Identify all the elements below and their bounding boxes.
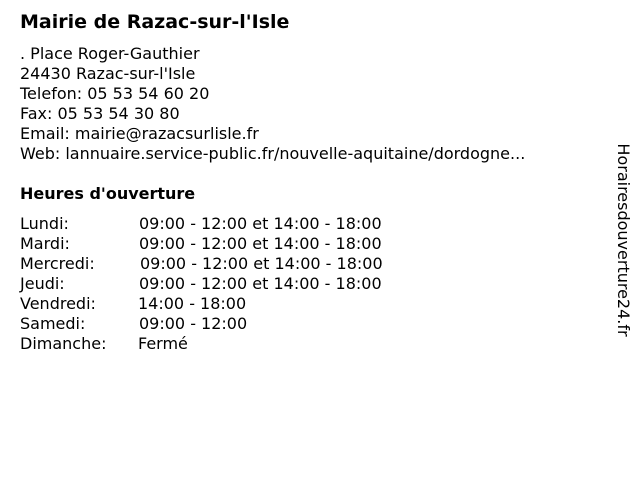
web-line: Web: lannuaire.service-public.fr/nouvelle-aquitaine/dordogne... [20, 144, 526, 163]
day-label: Mardi: [20, 234, 70, 253]
day-label: Dimanche: [20, 334, 107, 353]
page-title: Mairie de Razac-sur-l'Isle [20, 11, 290, 33]
day-label: Vendredi: [20, 294, 96, 313]
site-watermark: Horairesdouverture24.fr [614, 143, 633, 337]
contact-block [20, 44, 525, 164]
telefon-line: Telefon: 05 53 54 60 20 [20, 84, 210, 103]
day-label: Lundi: [20, 214, 69, 233]
time-value: 09:00 - 12:00 et 14:00 - 18:00 [140, 254, 383, 273]
fax-line: Fax: 05 53 54 30 80 [20, 104, 180, 123]
city-address: 24430 Razac-sur-l'Isle [20, 64, 196, 83]
time-value: 09:00 - 12:00 et 14:00 - 18:00 [139, 214, 382, 233]
time-value: 09:00 - 12:00 et 14:00 - 18:00 [139, 274, 382, 293]
time-value: 09:00 - 12:00 [139, 314, 248, 333]
hours-heading: Heures d'ouverture [20, 184, 196, 203]
time-value: Fermé [138, 334, 188, 353]
day-label: Samedi: [20, 314, 86, 333]
day-label: Jeudi: [20, 274, 65, 293]
time-value: 09:00 - 12:00 et 14:00 - 18:00 [139, 234, 382, 253]
email-line: Email: mairie@razacsurlisle.fr [20, 124, 259, 143]
street-address: . Place Roger-Gauthier [20, 44, 200, 63]
time-value: 14:00 - 18:00 [138, 294, 247, 313]
day-label: Mercredi: [20, 254, 95, 273]
